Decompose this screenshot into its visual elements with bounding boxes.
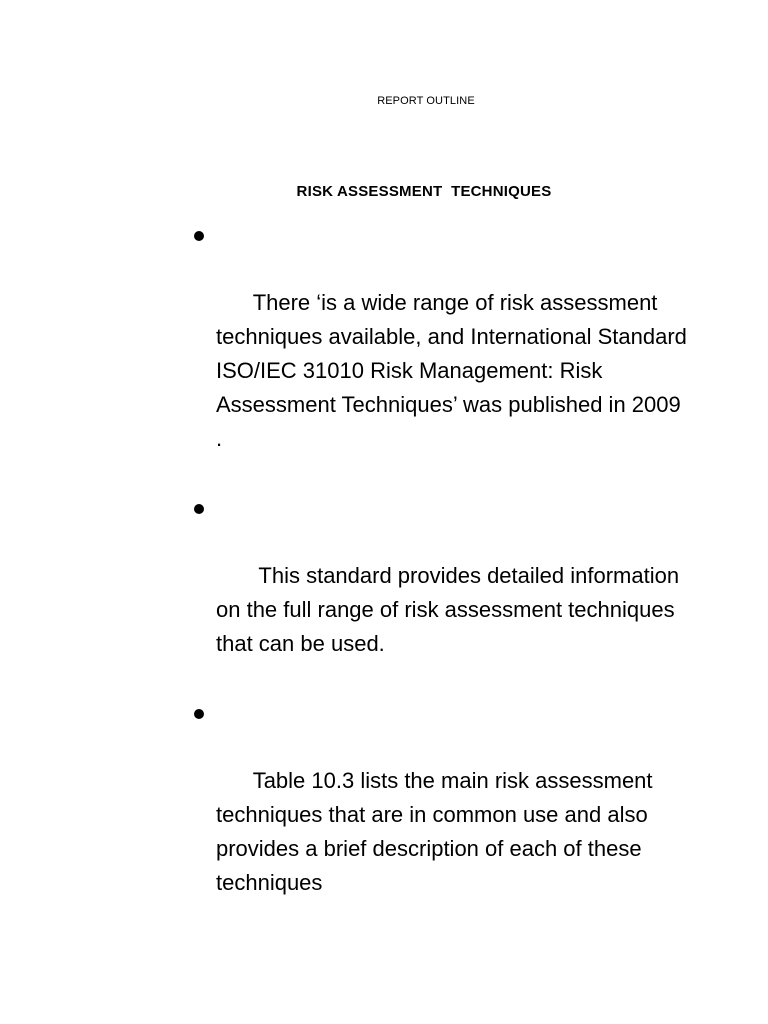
bullet-item [190, 218, 694, 490]
bullet-icon [194, 504, 204, 514]
bullet-text: This standard provides detailed information on the full range of risk assessment techniques that can be used. [216, 563, 686, 656]
report-outline-header: REPORT OUTLINE [377, 95, 475, 107]
bullet-item [190, 696, 690, 934]
bullet-icon [194, 709, 204, 719]
bullet-icon [194, 231, 204, 241]
bullet-text: Table 10.3 lists the main risk assessment techniques that are in common use and also provides a brief description of each of these techniques [216, 768, 659, 895]
bullet-text: There ‘is a wide range of risk assessment techniques available, and International Standard ISO/IEC 31010 Risk Management: Risk Assessment Techniques’ was published in 2009 . [216, 290, 694, 451]
page-title: RISK ASSESSMENT TECHNIQUES [296, 183, 552, 200]
bullet-list [190, 218, 694, 935]
bullet-item [190, 491, 690, 695]
